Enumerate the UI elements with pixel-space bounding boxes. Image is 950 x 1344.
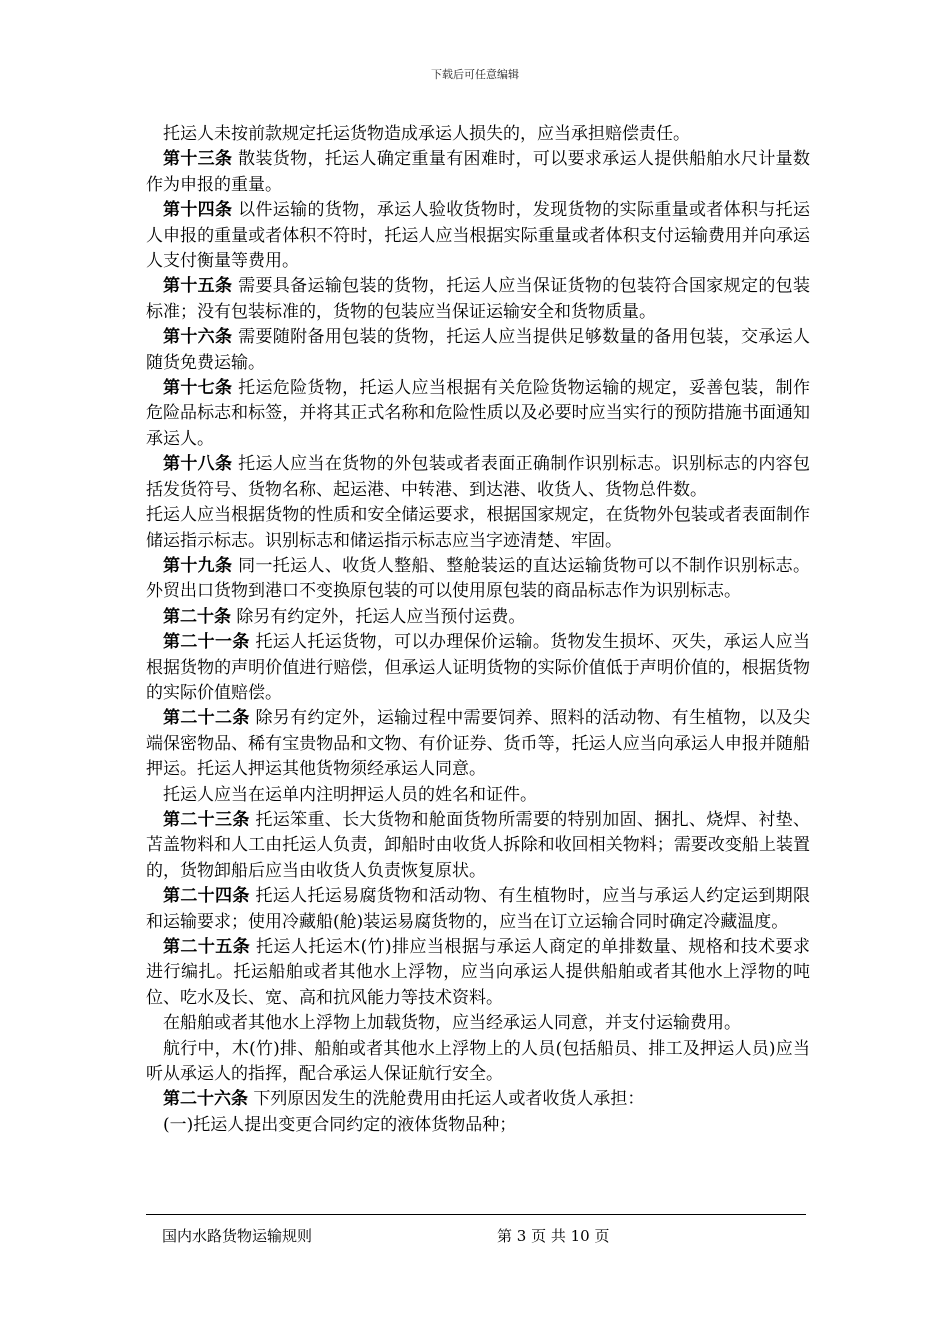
paragraph-text: 散装货物，托运人确定重量有困难时，可以要求承运人提供船舶水尺计量数作为申报的重量。 (146, 149, 811, 195)
paragraph-text: 以件运输的货物，承运人验收货物时，发现货物的实际重量或者体积与托运人申报的重量或者体积不符时，托运人应当根据实际重量或者体积支付运输费用并向承运人支付衡量等费用。 (146, 200, 811, 272)
article-number: 第十六条 (163, 327, 233, 348)
article-number: 第二十二条 (163, 708, 250, 729)
paragraph-text: 航行中，木(竹)排、船舶或者其他水上浮物上的人员(包括船员、排工及押运人员)应当听从承运人的指挥，配合承运人保证航行安全。 (146, 1038, 810, 1085)
article-number: 第十七条 (163, 378, 233, 399)
paragraph (146, 706, 810, 782)
article-number: 第十八条 (163, 454, 233, 475)
paragraph (146, 274, 810, 325)
article-number: 第二十五条 (163, 937, 251, 957)
article-number: 第二十四条 (163, 886, 250, 907)
article-number: 第二十一条 (163, 632, 250, 653)
page-header-note: 下载后可任意编辑 (431, 68, 519, 81)
paragraph (146, 503, 810, 554)
paragraph-text: 除另有约定外，托运人应当预付运费。 (231, 606, 526, 627)
paragraph-text: 托运人托运易腐货物和活动物、有生植物时，应当与承运人约定运到期限和运输要求；使用冷藏船(舱)装运易腐货物的，应当在订立运输合同时确定冷藏温度。 (146, 886, 810, 932)
paragraph (146, 147, 810, 198)
paragraph-text: 在船舶或者其他水上浮物上加载货物，应当经承运人同意，并支付运输费用。 (163, 1013, 741, 1034)
paragraph (146, 198, 810, 274)
paragraph-text: 需要随附备用包装的货物，托运人应当提供足够数量的备用包装，交承运人随货免费运输。 (146, 327, 811, 373)
article-number: 第二十条 (163, 606, 231, 627)
article-number: 第二十六条 (163, 1089, 248, 1110)
article-number: 第十四条 (163, 200, 233, 221)
paragraph-text: (一)托运人提出变更合同约定的液体货物品种； (163, 1114, 517, 1135)
paragraph-text: 托运人应当在运单内注明押运人员的姓名和证件。 (163, 784, 537, 805)
paragraph (146, 1037, 810, 1088)
paragraph (146, 554, 810, 605)
paragraph (146, 325, 810, 376)
paragraph-text: 托运危险货物，托运人应当根据有关危险货物运输的规定，妥善包装，制作危险品标志和标签，并将其正式名称和危险性质以及必要时应当实行的预防措施书面通知承运人。 (146, 378, 811, 449)
paragraph-text: 下列原因发生的洗舱费用由托运人或者收货人承担： (248, 1089, 645, 1110)
footer-page-number: 第 3 页 共 10 页 (497, 1227, 610, 1245)
article-number: 第十五条 (163, 276, 233, 297)
paragraph-text: 托运人托运木(竹)排应当根据与承运人商定的单排数量、规格和技术要求进行编扎。托运船舶或者其他水上浮物，应当向承运人提供船舶或者其他水上浮物的吨位、吃水及长、宽、高和抗风能力等技术资料。 (146, 937, 811, 1008)
article-number: 第十九条 (163, 555, 233, 576)
article-number: 第二十三条 (163, 809, 250, 830)
paragraph (146, 808, 810, 884)
paragraph-text: 托运人应当根据货物的性质和安全储运要求，根据国家规定，在货物外包装或者表面制作储运指示标志。识别标志和储运指示标志应当字迹清楚、牢固。 (146, 505, 810, 551)
paragraph (146, 122, 810, 147)
footer-divider (146, 1214, 806, 1215)
paragraph (146, 783, 810, 808)
paragraph-text: 同一托运人、收货人整船、整舱装运的直达运输货物可以不制作识别标志。外贸出口货物到港口不变换原包装的可以使用原包装的商品标志作为识别标志。 (146, 555, 811, 602)
paragraph (146, 452, 810, 503)
paragraph-text: 需要具备运输包装的货物，托运人应当保证货物的包装符合国家规定的包装标准；没有包装标准的，货物的包装应当保证运输安全和货物质量。 (146, 276, 811, 322)
paragraph-text: 托运人未按前款规定托运货物造成承运人损失的，应当承担赔偿责任。 (163, 124, 690, 144)
document-body (146, 122, 810, 1138)
paragraph (146, 1113, 810, 1138)
footer-document-title: 国内水路货物运输规则 (162, 1227, 313, 1245)
paragraph (146, 605, 810, 630)
paragraph (146, 1011, 810, 1036)
paragraph (146, 935, 810, 1011)
paragraph-text: 托运人托运货物，可以办理保价运输。货物发生损坏、灭失，承运人应当根据货物的声明价值进行赔偿，但承运人证明货物的实际价值低于声明价值的，根据货物的实际价值赔偿。 (146, 632, 810, 703)
paragraph (146, 630, 810, 706)
paragraph (146, 376, 810, 452)
paragraph-text: 托运笨重、长大货物和舱面货物所需要的特别加固、捆扎、烧焊、衬垫、苫盖物料和人工由托运人负责，卸船时由收货人拆除和收回相关物料；需要改变船上装置的，货物卸船后应当由收货人负责恢复原状。 (146, 809, 810, 881)
paragraph (146, 884, 810, 935)
paragraph-text: 托运人应当在货物的外包装或者表面正确制作识别标志。识别标志的内容包括发货符号、货物名称、起运港、中转港、到达港、收货人、货物总件数。 (146, 454, 811, 500)
paragraph-text: 除另有约定外，运输过程中需要饲养、照料的活动物、有生植物，以及尖端保密物品、稀有宝贵物品和文物、有价证券、货币等，托运人应当向承运人申报并随船押运。托运人押运其他货物须经承运人同意。 (146, 708, 810, 780)
article-number: 第十三条 (163, 149, 233, 170)
paragraph (146, 1087, 810, 1112)
